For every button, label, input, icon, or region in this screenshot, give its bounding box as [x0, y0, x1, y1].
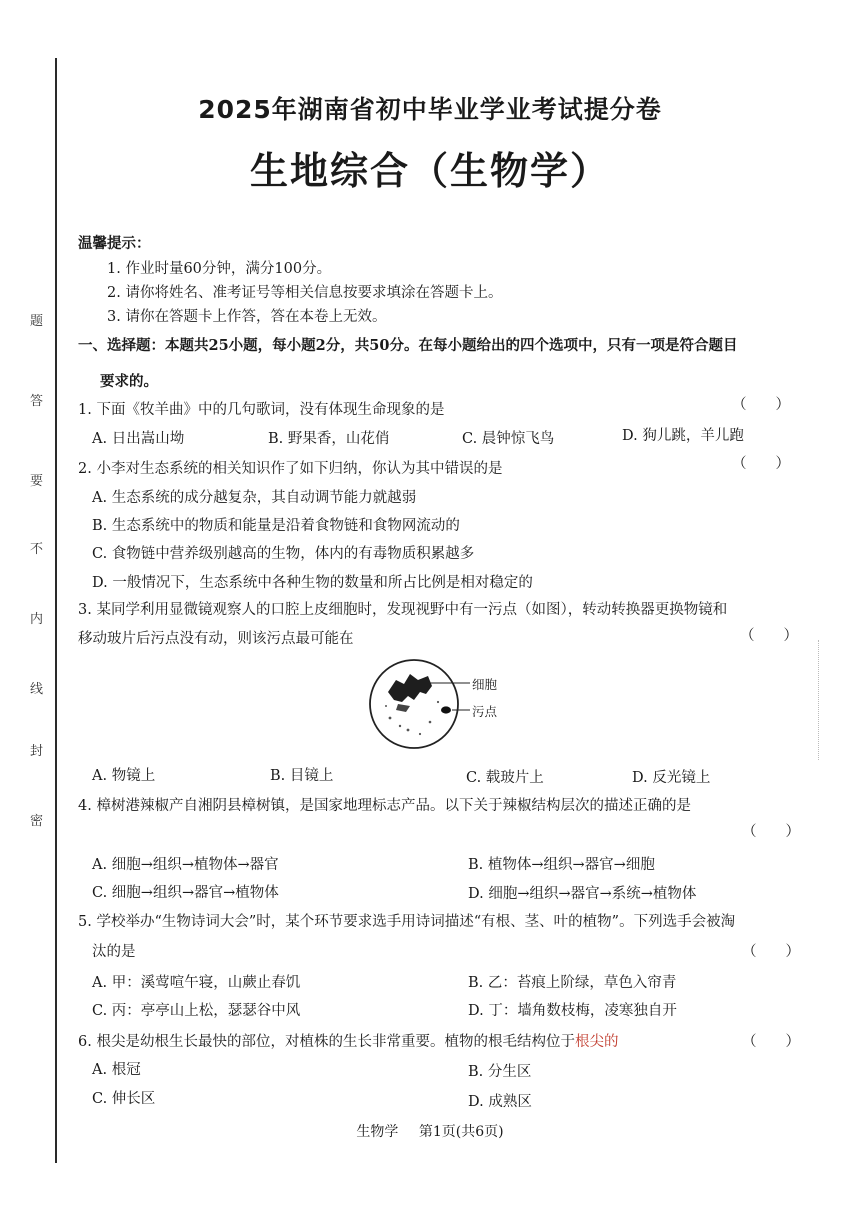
q2-option-d: D. 一般情况下，生态系统中各种生物的数量和所占比例是相对稳定的: [92, 575, 533, 591]
question-6-stem: [78, 1030, 618, 1051]
side-char: 答: [30, 394, 44, 409]
microscope-view-svg: [368, 658, 538, 750]
q5-option-c: C. 丙：亭亭山上松，瑟瑟谷中风: [92, 1003, 301, 1019]
side-char: 密: [30, 814, 44, 829]
q6-stem-text: 6. 根尖是幼根生长最快的部位，对植株的生长非常重要。植物的根毛结构位于: [78, 1034, 575, 1050]
footer-page-number: 第1页(共6页): [418, 1124, 504, 1140]
q1-option-b: B. 野果香，山花俏: [268, 431, 390, 447]
side-char: 题: [30, 314, 44, 329]
q6-option-a: A. 根冠: [92, 1062, 141, 1078]
answer-paren: （ ）: [732, 397, 790, 413]
question-2-stem: 2. 小李对生态系统的相关知识作了如下归纳，你认为其中错误的是: [78, 461, 503, 477]
answer-paren: （ ）: [732, 456, 790, 472]
q1-option-d: D. 狗儿跳，羊儿跑: [622, 428, 744, 444]
question-1-stem: 1. 下面《牧羊曲》中的几句歌词，没有体现生命现象的是: [78, 402, 445, 418]
q3-option-a: A. 物镜上: [92, 768, 156, 784]
q6-option-d: D. 成熟区: [468, 1094, 532, 1110]
q2-option-a: A. 生态系统的成分越复杂，其自动调节能力就越弱: [92, 490, 417, 506]
q3-option-b: B. 目镜上: [270, 768, 334, 784]
answer-paren: （ ）: [740, 628, 798, 644]
section-heading: 一、选择题：本题共25小题，每小题2分，共50分。在每小题给出的四个选项中，只有一项是符合题目: [78, 337, 738, 354]
scan-edge-marks: [818, 640, 820, 760]
label-cell: 细胞: [472, 677, 498, 692]
page-footer: [0, 1121, 860, 1141]
section-heading-cont: 要求的。: [100, 373, 158, 390]
q6-option-c: C. 伸长区: [92, 1091, 156, 1107]
question-3-stem-cont: 移动玻片后污点没有动，则该污点最可能在: [78, 631, 354, 647]
side-char: 封: [30, 744, 44, 759]
q5-option-d: D. 丁：墙角数枝梅，凌寒独自开: [468, 1003, 677, 1019]
q3-option-d: D. 反光镜上: [632, 770, 711, 786]
q5-option-b: B. 乙：苔痕上阶绿，草色入帘青: [468, 975, 677, 991]
exam-subtitle: 生地综合（生物学）: [249, 149, 610, 193]
q3-option-c: C. 载玻片上: [466, 770, 544, 786]
question-5-stem-cont: 汰的是: [92, 944, 136, 960]
answer-paren: （ ）: [742, 1034, 800, 1050]
tip-item: 2. 请你将姓名、准考证号等相关信息按要求填涂在答题卡上。: [107, 285, 503, 301]
side-char: 不: [30, 542, 44, 557]
answer-paren: （ ）: [742, 824, 800, 840]
exam-title: 2025年湖南省初中毕业学业考试提分卷: [198, 95, 662, 124]
q4-option-a: A. 细胞→组织→植物体→器官: [92, 857, 279, 873]
q4-option-c: C. 细胞→组织→器官→植物体: [92, 885, 279, 901]
q5-option-a: A. 甲：溪莺喧午寝，山蕨止春饥: [92, 975, 301, 991]
question-3-stem: 3. 某同学利用显微镜观察人的口腔上皮细胞时，发现视野中有一污点（如图），转动转换器更换物镜和: [78, 602, 728, 618]
tip-item: 3. 请你在答题卡上作答，答在本卷上无效。: [107, 309, 387, 325]
q6-option-b: B. 分生区: [468, 1064, 532, 1080]
tips-heading: 温馨提示：: [78, 235, 151, 252]
side-char: 线: [30, 682, 44, 697]
q4-option-d: D. 细胞→组织→器官→系统→植物体: [468, 886, 697, 902]
q4-option-b: B. 植物体→组织→器官→细胞: [468, 857, 655, 873]
binding-margin-line: [55, 58, 57, 1163]
label-spot: 污点: [472, 704, 498, 719]
tip-item: 1. 作业时量60分钟，满分100分。: [107, 261, 332, 277]
question-5-stem: 5. 学校举办“生物诗词大会”时，某个环节要求选手用诗词描述“有根、茎、叶的植物”。下列选手会被淘: [78, 914, 736, 930]
answer-paren: （ ）: [742, 944, 800, 960]
q6-stem-annotation: 根尖的: [574, 1034, 619, 1050]
q1-option-a: A. 日出嵩山坳: [92, 431, 185, 447]
q1-option-c: C. 晨钟惊飞鸟: [462, 431, 555, 447]
side-char: 内: [30, 612, 44, 627]
microscope-field-figure: [368, 658, 538, 750]
footer-subject: 生物学: [356, 1124, 399, 1140]
question-4-stem: 4. 樟树港辣椒产自湘阴县樟树镇，是国家地理标志产品。以下关于辣椒结构层次的描述正确的是: [78, 798, 691, 814]
q2-option-c: C. 食物链中营养级别越高的生物，体内的有毒物质积累越多: [92, 546, 475, 562]
q2-option-b: B. 生态系统中的物质和能量是沿着食物链和食物网流动的: [92, 518, 460, 534]
side-char: 要: [30, 474, 44, 489]
